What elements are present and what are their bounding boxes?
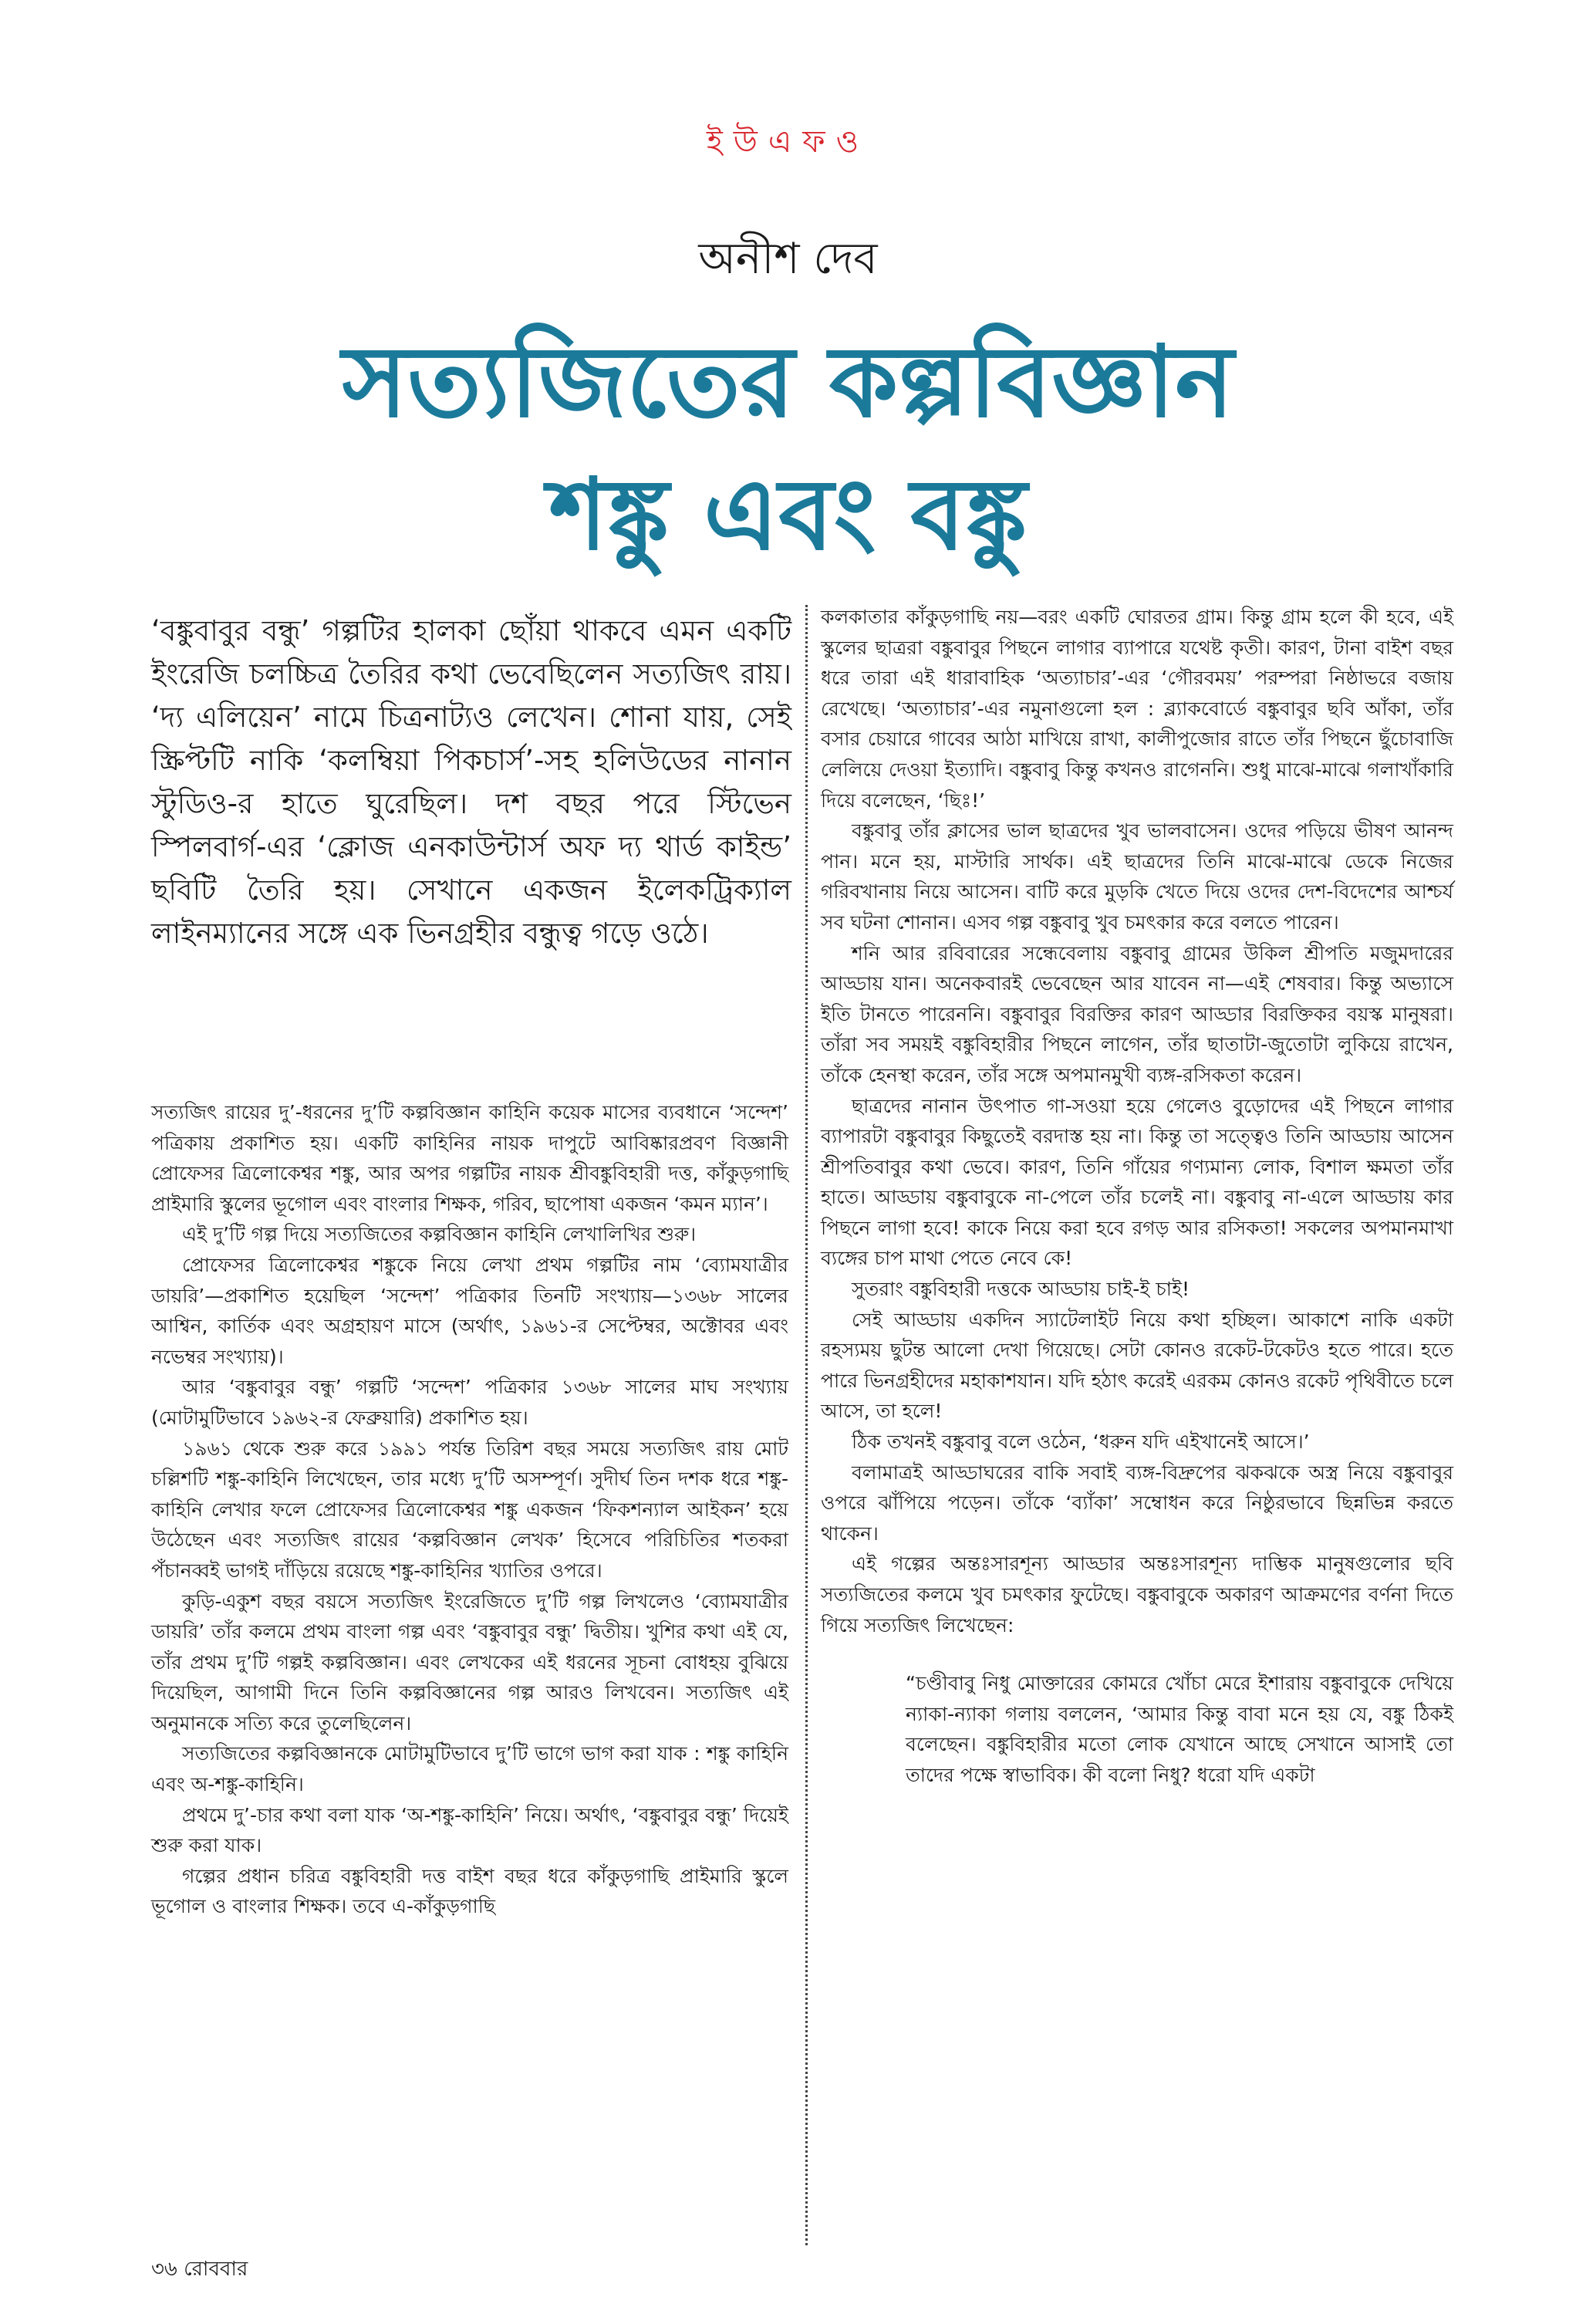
paragraph: এই গল্পের অন্তঃসারশূন্য আড্ডার অন্তঃসারশূন্য দাম্ভিক মানুষগুলোর ছবি সত্যজিতের কলমে খুব চমৎকার ফুটেছে। বঙ্কুবাবুকে অকারণ আক্রমণের বর্ণনা দিতে গিয়ে সত্যজিৎ লিখেছেন: xyxy=(821,1552,1453,1637)
paragraph: সত্যজিতের কল্পবিজ্ঞানকে মোটামুটিভাবে দু’টি ভাগে ভাগ করা যাক : শঙ্কু কাহিনি এবং অ-শঙ্কু-কাহিনি। xyxy=(151,1742,788,1796)
paragraph: সেই আড্ডায় একদিন স্যাটেলাইট নিয়ে কথা হচ্ছিল। আকাশে নাকি একটা রহস্যময় ছুটন্ত আলো দেখা গিয়েছে। সেটা কোনও রকেট-টকেটও হতে পারে। হতে পারে ভিনগ্রহীদের মহাকাশযান। যদি হঠাৎ করেই এরকম কোনও রকেট পৃথিবীতে চলে আসে, তা হলে! xyxy=(821,1308,1453,1423)
author-name: অনীশ দেব xyxy=(698,234,878,284)
title-line-1: সত্যজিতের কল্পবিজ্ঞান xyxy=(342,325,1234,440)
section-label: ইউএফও xyxy=(706,124,870,160)
paragraph: গল্পের প্রধান চরিত্র বঙ্কুবিহারী দত্ত বাইশ বছর ধরে কাঁকুড়গাছি প্রাইমারি স্কুলে ভূগোল ও বাংলার শিক্ষক। তবে এ-কাঁকুড়গাছি xyxy=(151,1864,788,1918)
paragraph: বঙ্কুবাবু তাঁর ক্লাসের ভাল ছাত্রদের খুব ভালবাসেন। ওদের পড়িয়ে ভীষণ আনন্দ পান। মনে হয়, মাস্টারি সার্থক। এই ছাত্রদের তিনি মাঝে-মাঝে ডেকে নিজের গরিবখানায় নিয়ে আসেন। বাটি করে মুড়কি খেতে দিয়ে ওদের দেশ-বিদেশের আশ্চর্য সব ঘটনা শোনান। এসব গল্প বঙ্কুবাবু খুব চমৎকার করে বলতে পারেন। xyxy=(821,819,1453,934)
intro-standfirst: ‘বঙ্কুবাবুর বন্ধু’ গল্পটির হালকা ছোঁয়া থাকবে এমন একটি ইংরেজি চলচ্চিত্র তৈরির কথা ভেবেছিলেন সত্যজিৎ রায়। ‘দ্য এলিয়েন’ নামে চিত্রনাট্যও লেখেন। শোনা যায়, সেই স্ক্রিপ্টটি নাকি ‘কলম্বিয়া পিকচার্স’-সহ হলিউডের নানান স্টুডিও-র হাতে ঘুরেছিল। দশ বছর পরে স্টিভেন স্পিলবার্গ-এর ‘ক্লোজ এনকাউন্টার্স অফ দ্য থার্ড কাইন্ড’ ছবিটি তৈরি হয়। সেখানে একজন ইলেকট্রিক্যাল লাইনম্যানের সঙ্গে এক ভিনগ্রহীর বন্ধুত্ব গড়ে ওঠে। xyxy=(151,614,791,950)
paragraph: ১৯৬১ থেকে শুরু করে ১৯৯১ পর্যন্ত তিরিশ বছর সময়ে সত্যজিৎ রায় মোট চল্লিশটি শঙ্কু-কাহিনি লিখেছেন, তার মধ্যে দু’টি অসম্পূর্ণ। সুদীর্ঘ তিন দশক ধরে শঙ্কু-কাহিনি লেখার ফলে প্রোফেসর ত্রিলোকেশ্বর শঙ্কু একজন ‘ফিকশন্যাল আইকন’ হয়ে উঠেছেন এবং সত্যজিৎ রায়ের ‘কল্পবিজ্ঞান লেখক’ হিসেবে পরিচিতির শতকরা পঁচানব্বই ভাগই দাঁড়িয়ে রয়েছে শঙ্কু-কাহিনির খ্যাতির ওপরে। xyxy=(151,1437,788,1582)
block-quote: “চণ্ডীবাবু নিধু মোক্তারের কোমরে খোঁচা মেরে ইশারায় বঙ্কুবাবুকে দেখিয়ে ন্যাকা-ন্যাকা গলায় বললেন, ‘আমার কিন্তু বাবা মনে হয় যে, বঙ্কু ঠিকই বলেছেন। বঙ্কুবিহারীর মতো লোক যেখানে আছে সেখানে আসাই তো তাদের পক্ষে স্বাভাবিক। কী বলো নিধু? ধরো যদি একটা xyxy=(906,1672,1453,1786)
paragraph: বলামাত্রই আড্ডাঘরের বাকি সবাই ব্যঙ্গ-বিদ্রুপের ঝকঝকে অস্ত্র নিয়ে বঙ্কুবাবুর ওপরে ঝাঁপিয়ে পড়েন। তাঁকে ‘ব্যাঁকা’ সম্বোধন করে নিষ্ঠুরভাবে ছিন্নভিন্ন করতে থাকেন। xyxy=(821,1461,1453,1545)
title-line-2: শঙ্কু এবং বঙ্কু xyxy=(548,458,1028,573)
paragraph: কলকাতার কাঁকুড়গাছি নয়—বরং একটি ঘোরতর গ্রাম। কিন্তু গ্রাম হলে কী হবে, এই স্কুলের ছাত্ররা বঙ্কুবাবুর পিছনে লাগার ব্যাপারে যথেষ্ট কৃতী। কারণ, টানা বাইশ বছর ধরে তারা এই ধারাবাহিক ‘অত্যাচার’-এর ‘গৌরবময়’ পরম্পরা নিষ্ঠাভরে বজায় রেখেছে। ‘অত্যাচার’-এর নমুনাগুলো হল : ব্ল্যাকবোর্ডে বঙ্কুবাবুর ছবি আঁকা, তাঁর বসার চেয়ারে গাবের আঠা মাখিয়ে রাখা, কালীপুজোর রাতে তাঁর পিছনে ছুঁচোবাজি লেলিয়ে দেওয়া ইত্যাদি। বঙ্কুবাবু কিন্তু কখনও রাগেননি। শুধু মাঝে-মাঝে গলাখাঁকারি দিয়ে বলেছেন, ‘ছিঃ!’ xyxy=(821,606,1453,812)
paragraph: শনি আর রবিবারের সন্ধেবেলায় বঙ্কুবাবু গ্রামের উকিল শ্রীপতি মজুমদারের আড্ডায় যান। অনেকবারই ভেবেছেন আর যাবেন না—এই শেষবার। কিন্তু অভ্যাসে ইতি টানতে পারেননি। বঙ্কুবাবুর বিরক্তির কারণ আড্ডার বিরক্তিকর বয়স্ক মানুষরা। তাঁরা সব সময়ই বঙ্কুবিহারীর পিছনে লাগেন, তাঁর ছাতাটা-জুতোটা লুকিয়ে রাখেন, তাঁকে হেনস্থা করেন, তাঁর সঙ্গে অপমানমুখী ব্যঙ্গ-রসিকতা করেন। xyxy=(821,941,1453,1086)
paragraph: সুতরাং বঙ্কুবিহারী দত্তকে আড্ডায় চাই-ই চাই! xyxy=(852,1278,1190,1301)
right-column xyxy=(821,602,1453,1791)
paragraph: এই দু’টি গল্প দিয়ে সত্যজিতের কল্পবিজ্ঞান কাহিনি লেখালিখির শুরু। xyxy=(182,1223,697,1246)
article-title xyxy=(0,316,1576,582)
paragraph: ঠিক তখনই বঙ্কুবাবু বলে ওঠেন, ‘ধরুন যদি এইখানেই আসে।’ xyxy=(852,1431,1310,1454)
paragraph: আর ‘বঙ্কুবাবুর বন্ধু’ গল্পটি ‘সন্দেশ’ পত্রিকার ১৩৬৮ সালের মাঘ সংখ্যায় (মোটামুটিভাবে ১৯৬২-র ফেব্রুয়ারি) প্রকাশিত হয়। xyxy=(151,1376,788,1429)
paragraph: ছাত্রদের নানান উৎপাত গা-সওয়া হয়ে গেলেও বুড়োদের এই পিছনে লাগার ব্যাপারটা বঙ্কুবাবুর কিছুতেই বরদাস্ত হয় না। কিন্তু তা সত্ত্বেও তিনি আড্ডায় আসেন শ্রীপতিবাবুর কথা ভেবে। কারণ, তিনি গাঁয়ের গণ্যমান্য লোক, বিশাল ক্ষমতা তাঁর হাতে। আড্ডায় বঙ্কুবাবুকে না-পেলে তাঁর চলেই না। বঙ্কুবাবু না-এলে আড্ডায় কার পিছনে লাগা হবে! কাকে নিয়ে করা হবে রগড় আর রসিকতা! সকলের অপমানমাখা ব্যঙ্গের চাপ মাথা পেতে নেবে কে! xyxy=(821,1094,1453,1270)
paragraph: কুড়ি-একুশ বছর বয়সে সত্যজিৎ ইংরেজিতে দু’টি গল্প লিখলেও ‘ব্যোমযাত্রীর ডায়রি’ তাঁর কলমে প্রথম বাংলা গল্প এবং ‘বঙ্কুবাবুর বন্ধু’ দ্বিতীয়। খুশির কথা এই যে, তাঁর প্রথম দু’টি গল্পই কল্পবিজ্ঞান। এবং লেখকের এই ধরনের সূচনা বোধহয় বুঝিয়ে দিয়েছিল, আগামী দিনে তিনি কল্পবিজ্ঞানের গল্প আরও লিখবেন। সত্যজিৎ এই অনুমানকে সত্যি করে তুলেছিলেন। xyxy=(151,1589,788,1735)
left-column xyxy=(151,1097,788,1922)
paragraph: প্রথমে দু’-চার কথা বলা যাক ‘অ-শঙ্কু-কাহিনি’ নিয়ে। অর্থাৎ, ‘বঙ্কুবাবুর বন্ধু’ দিয়েই শুরু করা যাক। xyxy=(151,1803,788,1857)
paragraph: সত্যজিৎ রায়ের দু’-ধরনের দু’টি কল্পবিজ্ঞান কাহিনি কয়েক মাসের ব্যবধানে ‘সন্দেশ’ পত্রিকায় প্রকাশিত হয়। একটি কাহিনির নায়ক দাপুটে আবিষ্কারপ্রবণ বিজ্ঞানী প্রোফেসর ত্রিলোকেশ্বর শঙ্কু, আর অপর গল্পটির নায়ক শ্রীবঙ্কুবিহারী দত্ত, কাঁকুড়গাছি প্রাইমারি স্কুলের ভূগোল এবং বাংলার শিক্ষক, গরিব, ছাপোষা একজন ‘কমন ম্যান’। xyxy=(151,1101,788,1215)
column-divider xyxy=(805,605,808,2245)
page-folio: ৩৬ রোববার xyxy=(151,2258,248,2281)
paragraph: প্রোফেসর ত্রিলোকেশ্বর শঙ্কুকে নিয়ে লেখা প্রথম গল্পটির নাম ‘ব্যোমযাত্রীর ডায়রি’—প্রকাশিত হয়েছিল ‘সন্দেশ’ পত্রিকার তিনটি সংখ্যায়—১৩৬৮ সালের আশ্বিন, কার্তিক এবং অগ্রহায়ণ মাসে (অর্থাৎ, ১৯৬১-র সেপ্টেম্বর, অক্টোবর এবং নভেম্বর সংখ্যায়)। xyxy=(151,1253,788,1368)
